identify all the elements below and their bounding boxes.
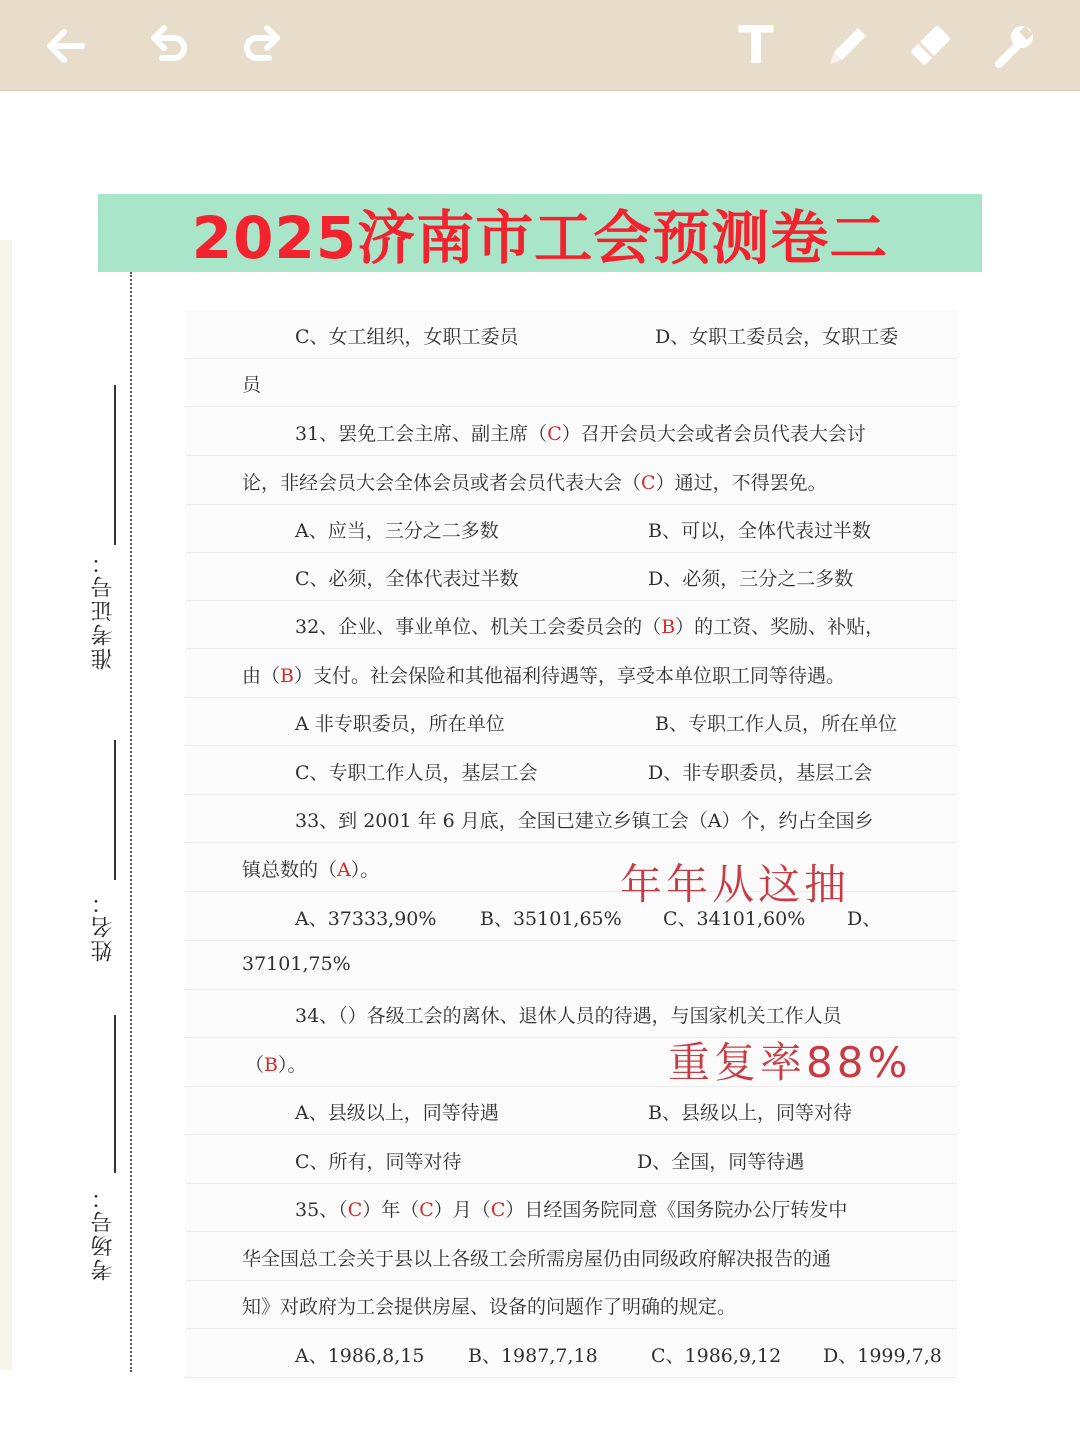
text-line: [185, 649, 957, 698]
binding-line: [130, 272, 132, 1372]
exam-no-underline: [114, 385, 116, 545]
text-line: [185, 1329, 957, 1378]
text-column: [295, 1195, 847, 1222]
answer-mark: B: [264, 1054, 278, 1076]
text-fragment: ）召开会员大会或者会员代表大会讨: [561, 423, 866, 445]
page-title: 2025济南市工会预测卷二: [191, 204, 889, 272]
text-line: [185, 1135, 957, 1184]
text-column: [295, 1001, 842, 1028]
text-fragment: ）月（: [433, 1199, 491, 1221]
text-fragment: D、必须，三分之二多数: [648, 568, 854, 590]
text-fragment: 34、（）各级工会的离休、退休人员的待遇，与国家机关工作人员: [295, 1005, 842, 1027]
title-banner: [98, 194, 982, 272]
text-column: [242, 953, 351, 975]
text-column: [295, 1098, 499, 1125]
text-column: [242, 370, 261, 397]
text-fragment: 31、罢免工会主席、副主席（: [295, 423, 548, 445]
text-column: [847, 904, 881, 931]
text-column: [242, 1292, 736, 1319]
back-arrow-icon[interactable]: [38, 18, 94, 74]
text-fragment: 知》对政府为工会提供房屋、设备的问题作了明确的规定。: [242, 1296, 737, 1318]
room-label: 考场号：: [91, 1185, 116, 1281]
text-column: [295, 419, 866, 446]
text-column: [648, 516, 871, 543]
text-line: [185, 504, 957, 553]
text-fragment: 镇总数的（: [242, 859, 338, 881]
text-column: [637, 1147, 804, 1174]
text-column: [648, 1098, 852, 1125]
text-fragment: C、女工组织，女职工委员: [295, 326, 519, 348]
answer-mark: B: [661, 616, 676, 638]
name-underline: [114, 740, 116, 880]
text-column: [655, 709, 897, 736]
text-line: [185, 358, 957, 407]
text-column: [242, 661, 845, 688]
text-line: [185, 1280, 957, 1329]
text-column: [295, 1147, 462, 1174]
text-column: [651, 1341, 781, 1368]
redo-icon[interactable]: [235, 18, 291, 74]
text-tool-icon[interactable]: T: [738, 16, 774, 76]
text-line: [185, 941, 957, 990]
text-column: [295, 322, 519, 349]
text-fragment: C、1986,9,12: [651, 1345, 782, 1367]
text-fragment: C、34101,60%: [663, 908, 806, 930]
exam-no-label: 准考证号：: [91, 550, 116, 670]
text-fragment: ）的工资、奖励、补贴，: [675, 616, 885, 638]
text-fragment: A 非专职委员，所在单位: [295, 713, 505, 735]
text-column: [295, 564, 519, 591]
text-line: [185, 1183, 957, 1232]
text-fragment: ）支付。社会保险和其他福利待遇等，享受本单位职工同等待遇。: [293, 665, 845, 687]
text-fragment: ）日经国务院同意《国务院办公厅转发中: [505, 1199, 848, 1221]
wrench-icon[interactable]: [985, 18, 1041, 74]
text-fragment: C、所有，同等对待: [295, 1151, 462, 1173]
text-fragment: D、非专职委员，基层工会: [648, 762, 873, 784]
text-column: [468, 1341, 598, 1368]
text-line: [185, 456, 957, 505]
text-column: [295, 612, 884, 639]
text-fragment: A、应当，三分之二多数: [295, 520, 499, 542]
text-column: [295, 516, 499, 543]
text-fragment: ）年（: [362, 1199, 420, 1221]
text-line: [185, 552, 957, 601]
answer-mark: C: [419, 1199, 434, 1221]
text-fragment: 员: [242, 374, 262, 396]
text-fragment: D、1999,7,8: [823, 1345, 942, 1367]
text-fragment: （: [245, 1054, 265, 1076]
text-column: [295, 1341, 424, 1368]
text-line: [185, 697, 957, 746]
annotation-yearly: 年年从这抽: [620, 860, 851, 909]
text-column: [823, 1341, 942, 1368]
text-column: [648, 564, 853, 591]
text-fragment: A、县级以上，同等待遇: [295, 1102, 499, 1124]
name-label: 姓名：: [91, 890, 116, 962]
answer-mark: C: [641, 472, 656, 494]
text-fragment: B、35101,65%: [480, 908, 622, 930]
text-column: [480, 904, 622, 931]
text-line: [185, 1232, 957, 1281]
text-line: [185, 794, 957, 843]
text-fragment: ）。: [350, 859, 380, 881]
text-column: [295, 758, 538, 785]
text-column: [295, 806, 874, 833]
text-column: [655, 322, 898, 349]
text-fragment: 33、到 2001 年 6 月底，全国已建立乡镇工会（A）个，约占全国乡: [295, 810, 874, 832]
text-fragment: ）通过，不得罢免。: [655, 472, 827, 494]
text-fragment: D、全国，同等待遇: [637, 1151, 805, 1173]
text-fragment: B、可以，全体代表过半数: [648, 520, 871, 542]
text-fragment: D、女职工委员会，女职工委: [655, 326, 899, 348]
text-fragment: B、专职工作人员，所在单位: [655, 713, 897, 735]
text-column: [295, 709, 505, 736]
toolbar: [0, 0, 1080, 91]
answer-mark: C: [547, 423, 562, 445]
text-fragment: 由（: [242, 665, 281, 687]
undo-icon[interactable]: [140, 18, 196, 74]
answer-mark: B: [280, 665, 294, 687]
text-column: [245, 1050, 307, 1077]
text-column: [295, 904, 436, 931]
text-fragment: 32、企业、事业单位、机关工会委员会的（: [295, 616, 662, 638]
answer-mark: C: [347, 1199, 363, 1221]
text-fragment: C、专职工作人员，基层工会: [295, 762, 538, 784]
pen-icon[interactable]: [818, 18, 874, 74]
answer-mark: A: [337, 859, 351, 881]
text-column: [242, 1244, 831, 1271]
text-fragment: A、1986,8,15: [295, 1345, 425, 1367]
text-fragment: 37101,75%: [242, 953, 351, 975]
eraser-icon[interactable]: [902, 18, 958, 74]
text-fragment: A、37333,90%: [295, 908, 437, 930]
text-fragment: D、: [847, 908, 882, 930]
text-line: [185, 746, 957, 795]
text-line: [185, 407, 957, 456]
answer-mark: C: [490, 1199, 506, 1221]
text-line: [185, 310, 957, 359]
text-fragment: 华全国总工会关于县以上各级工会所需房屋仍由同级政府解决报告的通: [242, 1248, 832, 1270]
room-underline: [114, 1015, 116, 1173]
text-column: [648, 758, 872, 785]
annotation-rate: 重复率88%: [668, 1038, 912, 1087]
text-fragment: 论，非经会员大会全体会员或者会员代表大会（: [242, 472, 642, 494]
margin-strip: [0, 240, 12, 1370]
text-column: [242, 855, 379, 882]
text-fragment: C、必须，全体代表过半数: [295, 568, 519, 590]
text-line: [185, 600, 957, 649]
text-column: [242, 468, 827, 495]
text-fragment: B、1987,7,18: [468, 1345, 598, 1367]
text-fragment: B、县级以上，同等对待: [648, 1102, 852, 1124]
text-line: [185, 1086, 957, 1135]
text-fragment: ）。: [277, 1054, 307, 1076]
text-fragment: 35、（: [295, 1199, 348, 1221]
